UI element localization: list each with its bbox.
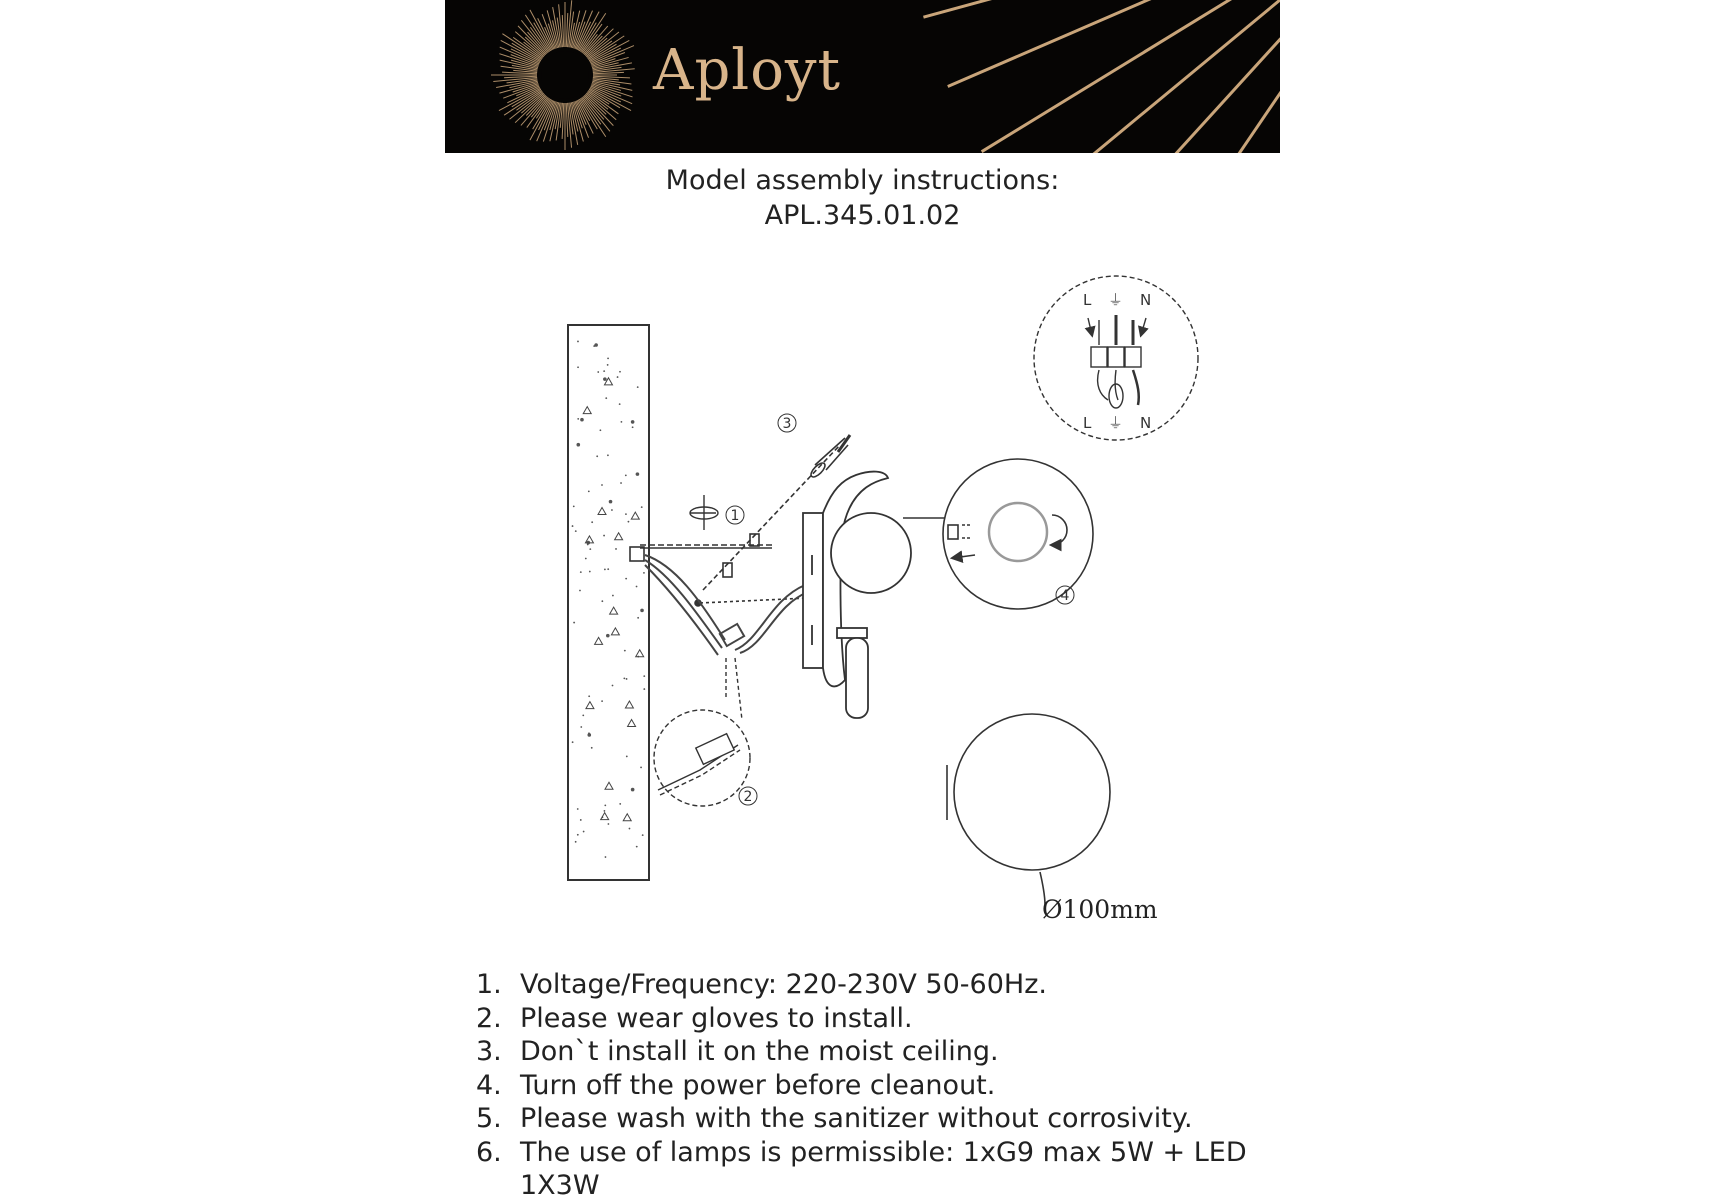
model-number: APL.345.01.02 (764, 200, 961, 231)
power-wires (645, 555, 808, 655)
list-item: 3. Don`t install it on the moist ceiling. (476, 1036, 999, 1067)
rotation-indicator (690, 495, 718, 530)
dimension-label: Ø100mm (1042, 895, 1158, 924)
wiring-label-n-top: N (1140, 291, 1152, 309)
wiring-label-l-bottom: L (1083, 414, 1092, 432)
wiring-label-l-top: L (1083, 291, 1092, 309)
earth-icon-bottom: ⏚ (1108, 414, 1124, 432)
list-item: 6. The use of lamps is permissible: 1xG9 max 5W + LED 1X3W (476, 1136, 1247, 1201)
safety-notes (476, 968, 1300, 1203)
glass-shade (947, 714, 1110, 905)
connector-detail (654, 658, 750, 806)
wall-section (568, 325, 649, 880)
earth-icon-top: ⏚ (1108, 291, 1124, 309)
step-3-marker: 3 (782, 416, 792, 432)
list-item: 4. Turn off the power before cleanout. (476, 1069, 996, 1101)
list-item: 2. Please wear gloves to install. (476, 1002, 913, 1034)
step-1-marker: 1 (730, 508, 740, 524)
step-2-marker: 2 (743, 789, 753, 805)
brand-logo: Aployt (653, 38, 842, 103)
title-line-1: Model assembly instructions: (665, 165, 1060, 196)
lamp-fixture (803, 472, 911, 718)
list-item: 5. Please wash with the sanitizer without corrosivity. (476, 1103, 1193, 1134)
list-item: 1. Voltage/Frequency: 220-230V 50-60Hz. (476, 969, 1047, 1000)
step-4-marker: 4 (1060, 588, 1070, 604)
wiring-label-n-bottom: N (1140, 414, 1152, 432)
